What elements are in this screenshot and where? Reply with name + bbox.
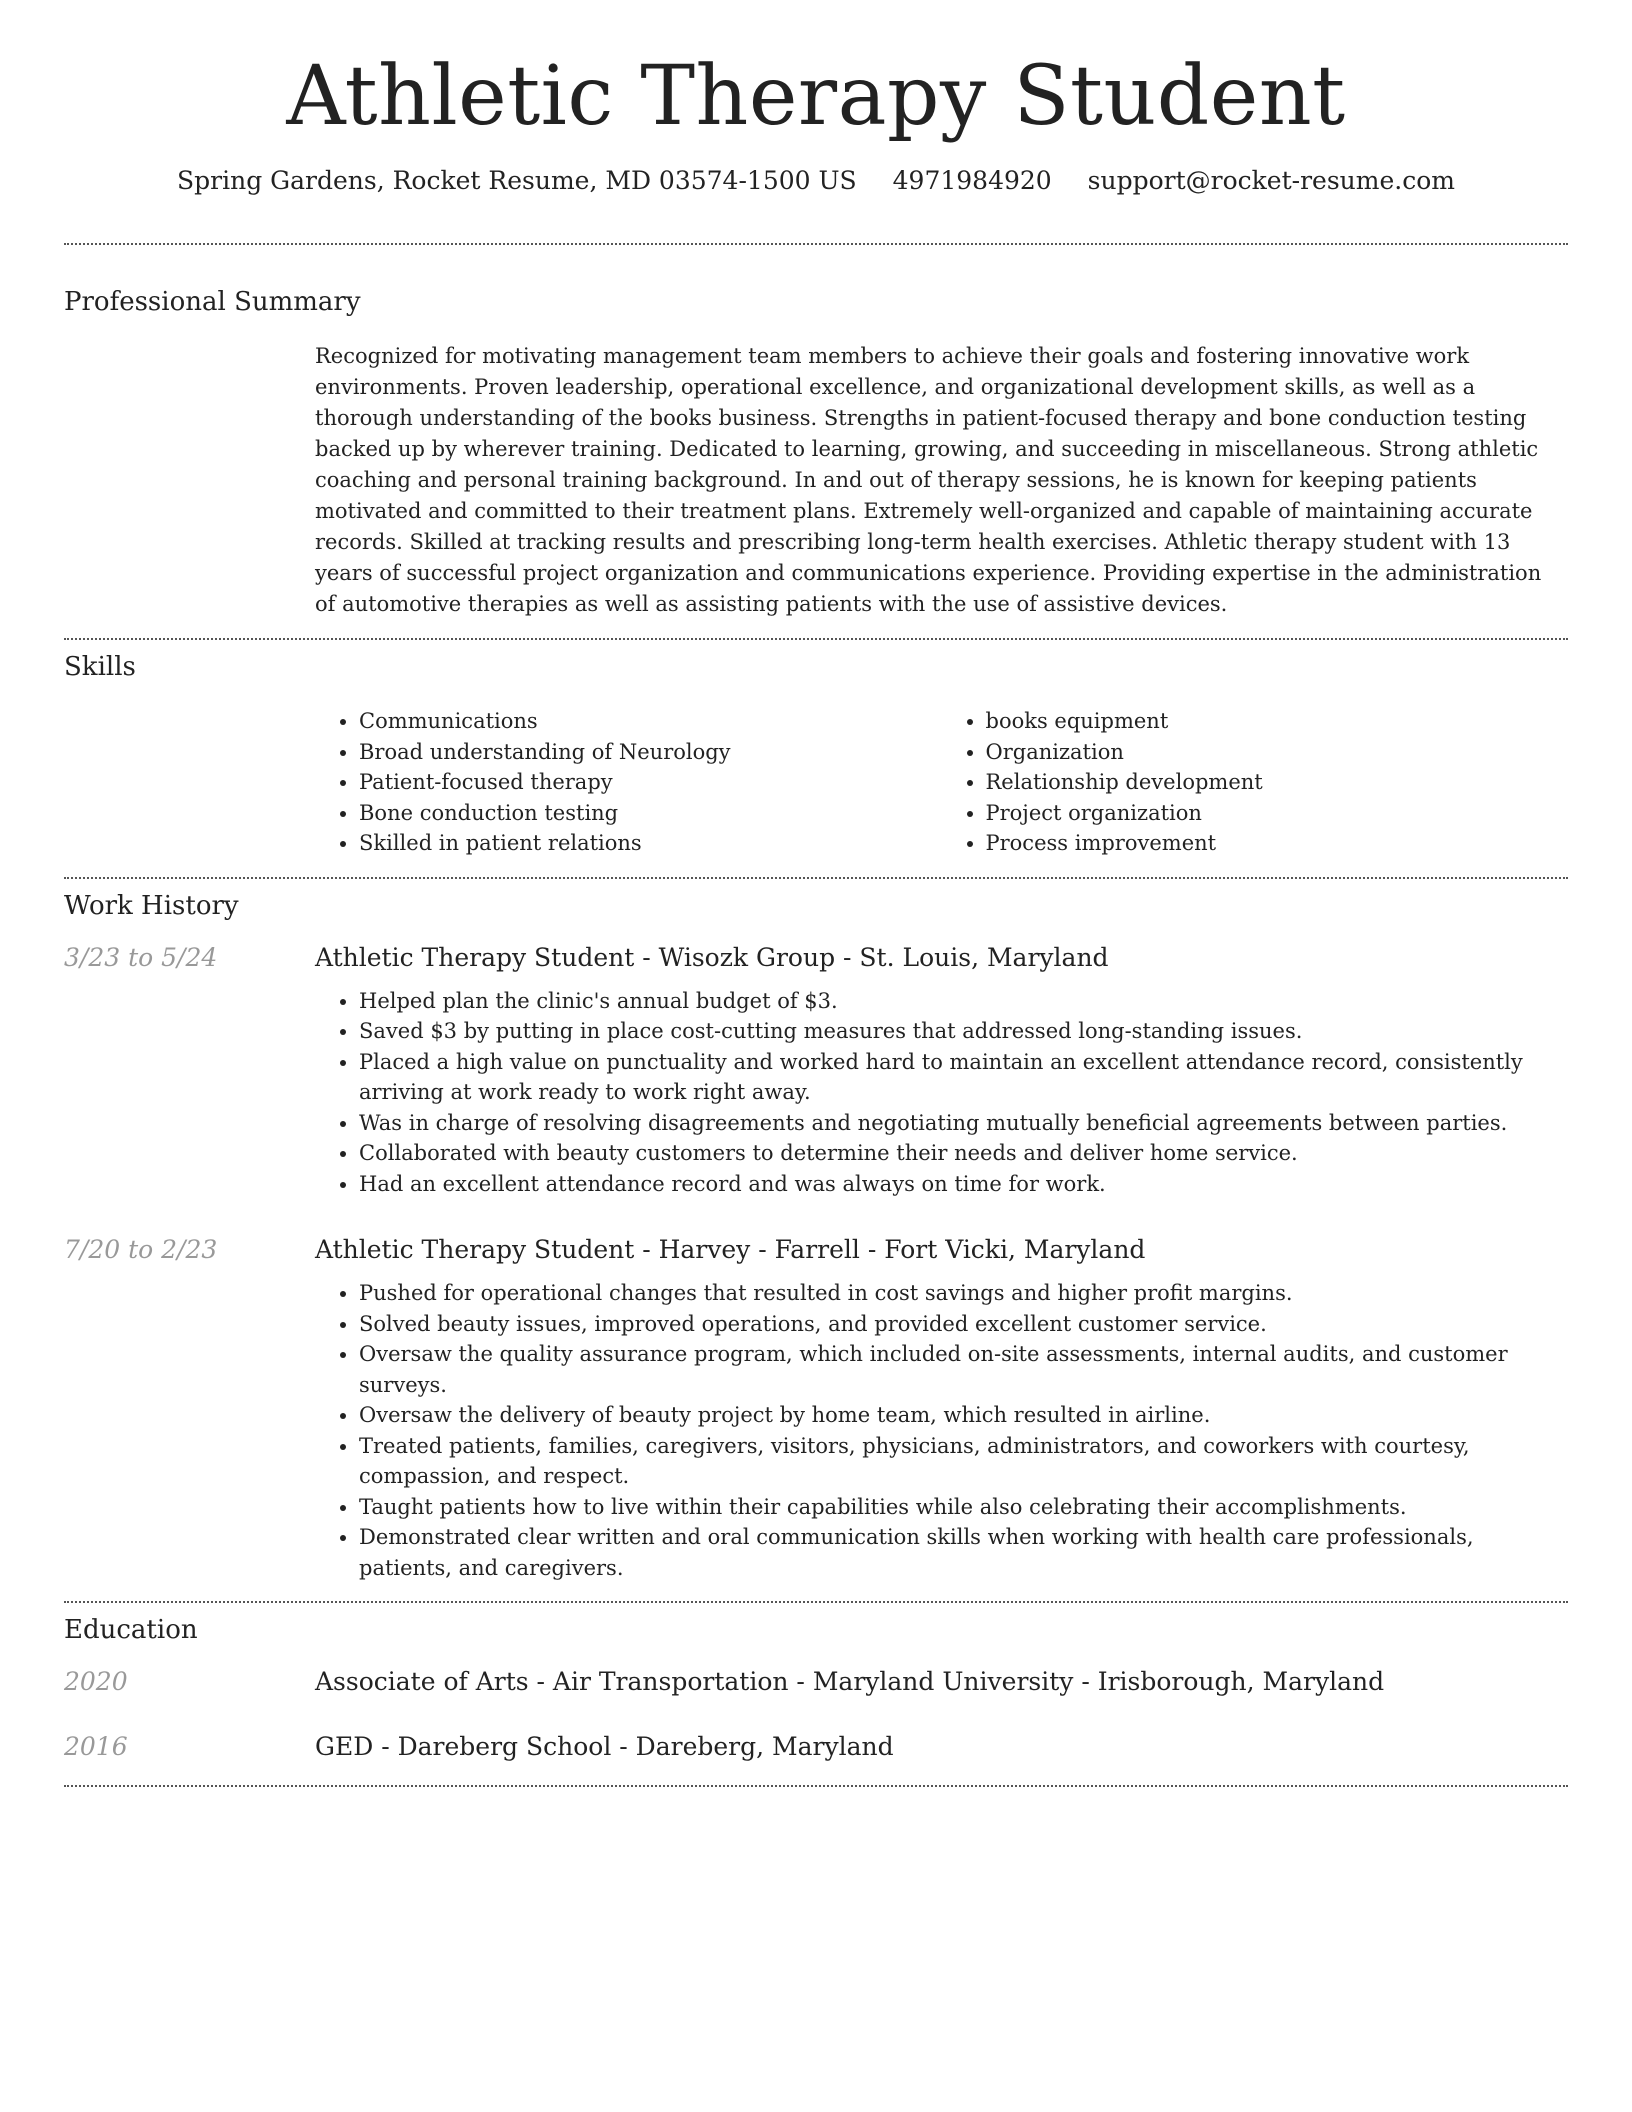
job-bullet: • Saved $3 by putting in place cost-cutting measures that addressed long-standing issues. [359,1016,1568,1047]
divider [64,638,1568,640]
section-title-skills: Skills [64,652,136,682]
skill-item: • Project organization [986,798,1569,829]
skill-item: • Patient-focused therapy [359,767,942,798]
education-entry [64,1667,1568,1696]
job-bullet: • Oversaw the delivery of beauty project by home team, which resulted in airline. [359,1400,1568,1431]
education-title: GED - Dareberg School - Dareberg, Maryland [315,1732,894,1761]
skill-item: • Broad understanding of Neurology [359,737,942,768]
education-title: Associate of Arts - Air Transportation - Maryland University - Irisborough, Maryland [315,1667,1385,1696]
skill-item: • Relationship development [986,767,1569,798]
divider [64,243,1568,245]
section-title-education: Education [64,1615,198,1645]
divider [64,1785,1568,1787]
job-bullet: • Oversaw the quality assurance program, which included on-site assessments, internal audits, and customer surveys. [359,1339,1568,1400]
divider [64,1601,1568,1603]
job-bullet: • Taught patients how to live within their capabilities while also celebrating their accomplishments. [359,1492,1568,1523]
resume-page [64,0,1568,1787]
address: Spring Gardens, Rocket Resume, MD 03574-1500 US [177,166,857,195]
skill-item: • Skilled in patient relations [359,828,942,859]
job-bullet: • Had an excellent attendance record and was always on time for work. [359,1169,1568,1200]
phone: 4971984920 [892,166,1052,195]
skill-item: • Bone conduction testing [359,798,942,829]
skills-grid [315,706,1568,859]
job-dates: 3/23 to 5/24 [64,942,218,972]
skill-item: • Process improvement [986,828,1569,859]
candidate-name: Athletic Therapy Student [286,49,1346,144]
job-bullet: • Placed a high value on punctuality and worked hard to maintain an excellent attendance record, consistently arriving at work ready to work right away. [359,1047,1568,1108]
section-title-work: Work History [64,890,239,921]
job-title: Athletic Therapy Student - Wisozk Group - St. Louis, Maryland [315,942,1109,972]
divider [64,877,1568,879]
job-bullet: • Demonstrated clear written and oral communication skills when working with health care professionals, patients, and caregivers. [359,1522,1568,1583]
contact-line [64,166,1568,195]
job-bullets [315,1278,1568,1583]
section-title-summary: Professional Summary [64,287,361,317]
education-entry [64,1732,1568,1761]
job-bullet: • Solved beauty issues, improved operations, and provided excellent customer service. [359,1309,1568,1340]
skills-list-left [315,706,942,859]
job-bullet: • Collaborated with beauty customers to determine their needs and deliver home service. [359,1138,1568,1169]
job-title: Athletic Therapy Student - Harvey - Farrell - Fort Vicki, Maryland [315,1235,1146,1264]
job-entry [64,943,1568,1200]
job-bullet: • Pushed for operational changes that resulted in cost savings and higher profit margins. [359,1278,1568,1309]
skill-item: • Organization [986,737,1569,768]
education-year: 2016 [64,1732,128,1761]
job-bullet: • Was in charge of resolving disagreements and negotiating mutually beneficial agreements between parties. [359,1108,1568,1139]
skill-item: • Communications [359,706,942,737]
job-bullets [315,986,1568,1200]
education-year: 2020 [64,1667,128,1696]
email: support@rocket-resume.com [1087,166,1455,195]
job-dates: 7/20 to 2/23 [64,1235,218,1264]
job-entry [64,1235,1568,1583]
job-bullet: • Helped plan the clinic's annual budget of $3. [359,986,1568,1017]
summary-text: Recognized for motivating management team members to achieve their goals and fostering innovative work environments. Proven leadership, operational excellence, and organizational development skills, as well as a thorough understanding of the books business. Strengths in patient-focused therapy and bone conduction testing backed up by wherever training. Dedicated to learning, growing, and succeeding in miscellaneous. Strong athletic coaching and personal training background. In and out of therapy sessions, he is known for keeping patients motivated and committed to their treatment plans. Extremely well-organized and capable of maintaining accurate records. Skilled at tracking results and prescribing long-term health exercises. Athletic therapy student with 13 years of successful project organization and communications experience. Providing expertise in the administration of automotive therapies as well as assisting patients with the use of assistive devices. [315,344,1542,616]
skills-list-right [942,706,1569,859]
skill-item: • books equipment [986,706,1569,737]
job-bullet: • Treated patients, families, caregivers, visitors, physicians, administrators, and coworkers with courtesy, compassion, and respect. [359,1431,1568,1492]
